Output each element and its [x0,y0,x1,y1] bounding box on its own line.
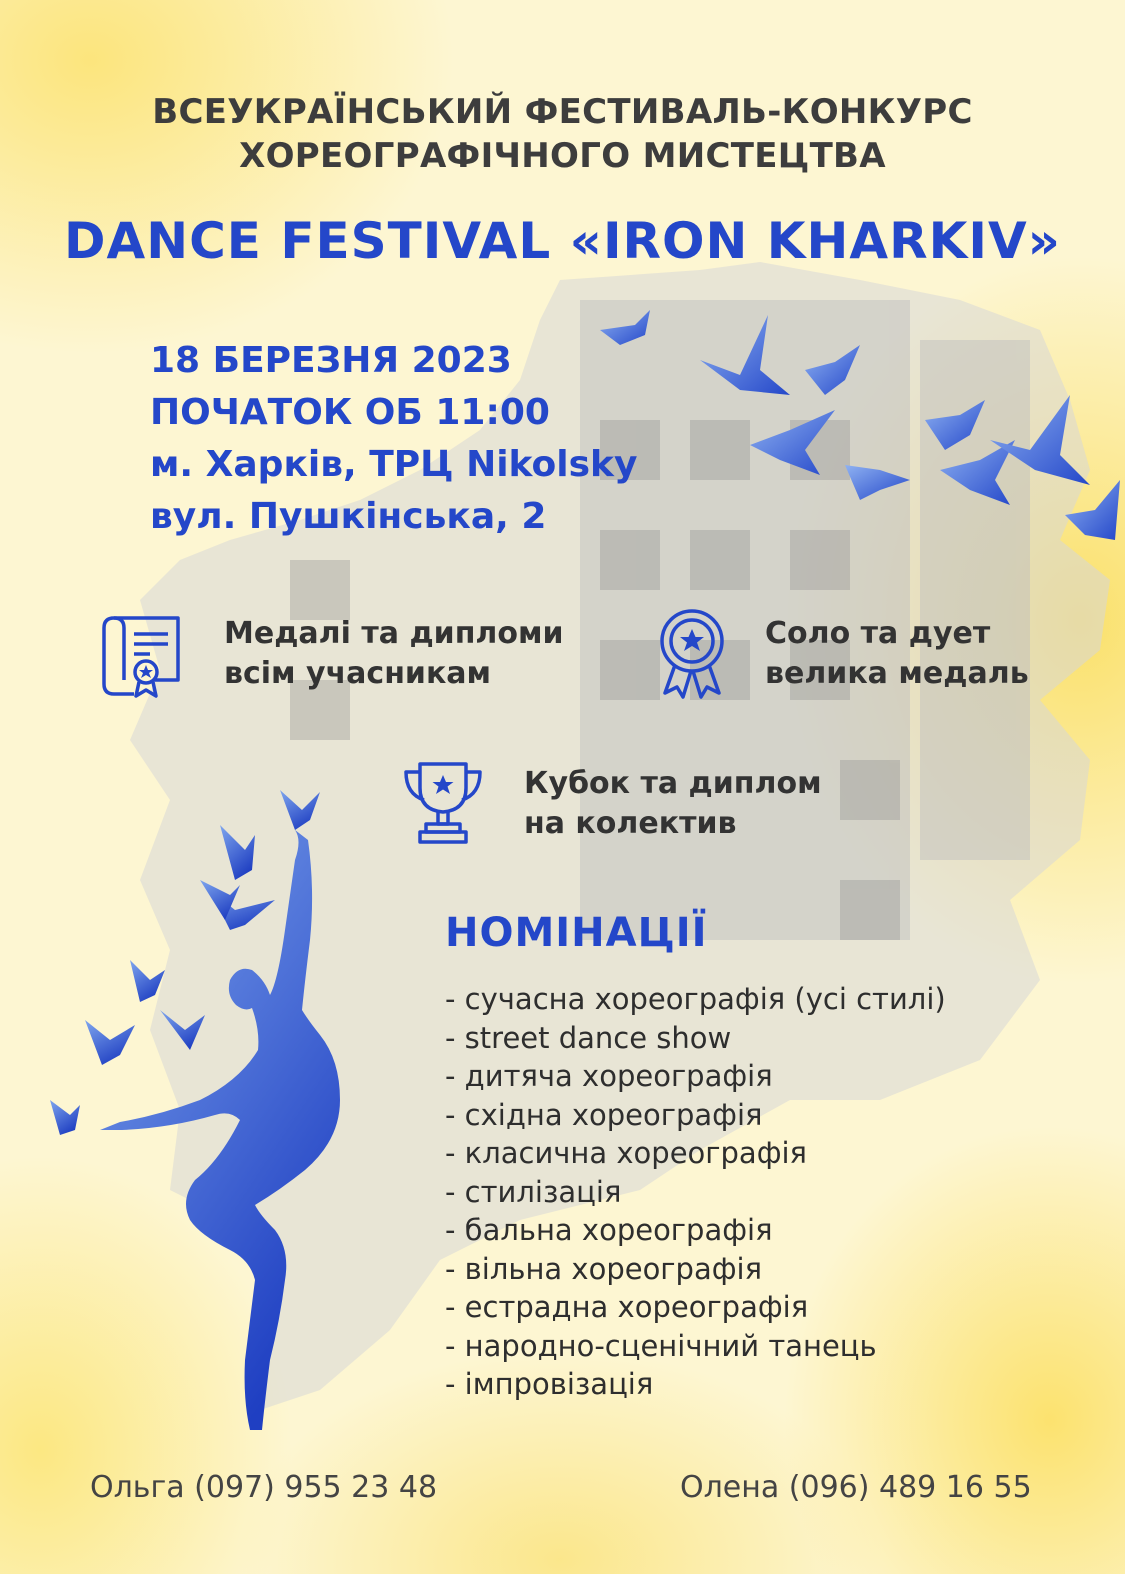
header-line-1: ВСЕУКРАЇНСЬКИЙ ФЕСТИВАЛЬ-КОНКУРС [152,92,973,132]
header-line-2: ХОРЕОГРАФІЧНОГО МИСТЕЦТВА [239,136,886,176]
feature-diplomas-line2: всім учасникам [224,656,492,691]
nominations-title: НОМІНАЦІЇ [445,910,708,956]
trophy-icon [400,758,486,848]
feature-cup [524,764,822,844]
dancer-silhouette-icon [40,780,380,1440]
medal-icon [655,607,729,699]
feature-cup-line2: на колектив [524,806,737,841]
feature-medal-line2: велика медаль [765,656,1029,691]
list-item: - вільна хореографія [445,1251,763,1286]
list-item: - імпровізація [445,1367,654,1401]
list-item: - street dance show [445,1020,732,1055]
list-item: - народно-сценічний танець [445,1328,877,1363]
list-item: - естрадна хореографія [445,1290,809,1324]
event-place: м. Харків, ТРЦ Nikolsky [150,444,638,485]
list-item: - східна хореографія [445,1097,763,1132]
diploma-icon [94,610,184,700]
feature-cup-line1: Кубок та диплом [524,766,822,801]
feature-diplomas [224,614,564,694]
list-item: - класична хореографія [445,1136,807,1170]
feature-diplomas-line1: Медалі та дипломи [224,616,564,651]
event-time: ПОЧАТОК ОБ 11:00 [150,392,550,433]
feature-medal-line1: Соло та дует [765,616,991,651]
list-item: - сучасна хореографія (усі стилі) [445,982,946,1016]
festival-title: DANCE FESTIVAL «IRON KHARKIV» [64,212,1061,270]
event-details [150,335,637,543]
event-date: 18 БЕРЕЗНЯ 2023 [150,340,512,381]
event-address: вул. Пушкінська, 2 [150,496,547,537]
feature-medal [765,614,1029,694]
list-item: - дитяча хореографія [445,1059,773,1093]
list-item: - стилізація [445,1174,622,1209]
nominations-list [445,980,946,1404]
list-item: - бальна хореографія [445,1213,773,1247]
contact-olena-phone[interactable]: Олена (096) 489 16 55 [680,1470,1032,1505]
doves-flock-decoration [590,300,1120,560]
contact-olha-phone[interactable]: Ольга (097) 955 23 48 [90,1470,438,1505]
